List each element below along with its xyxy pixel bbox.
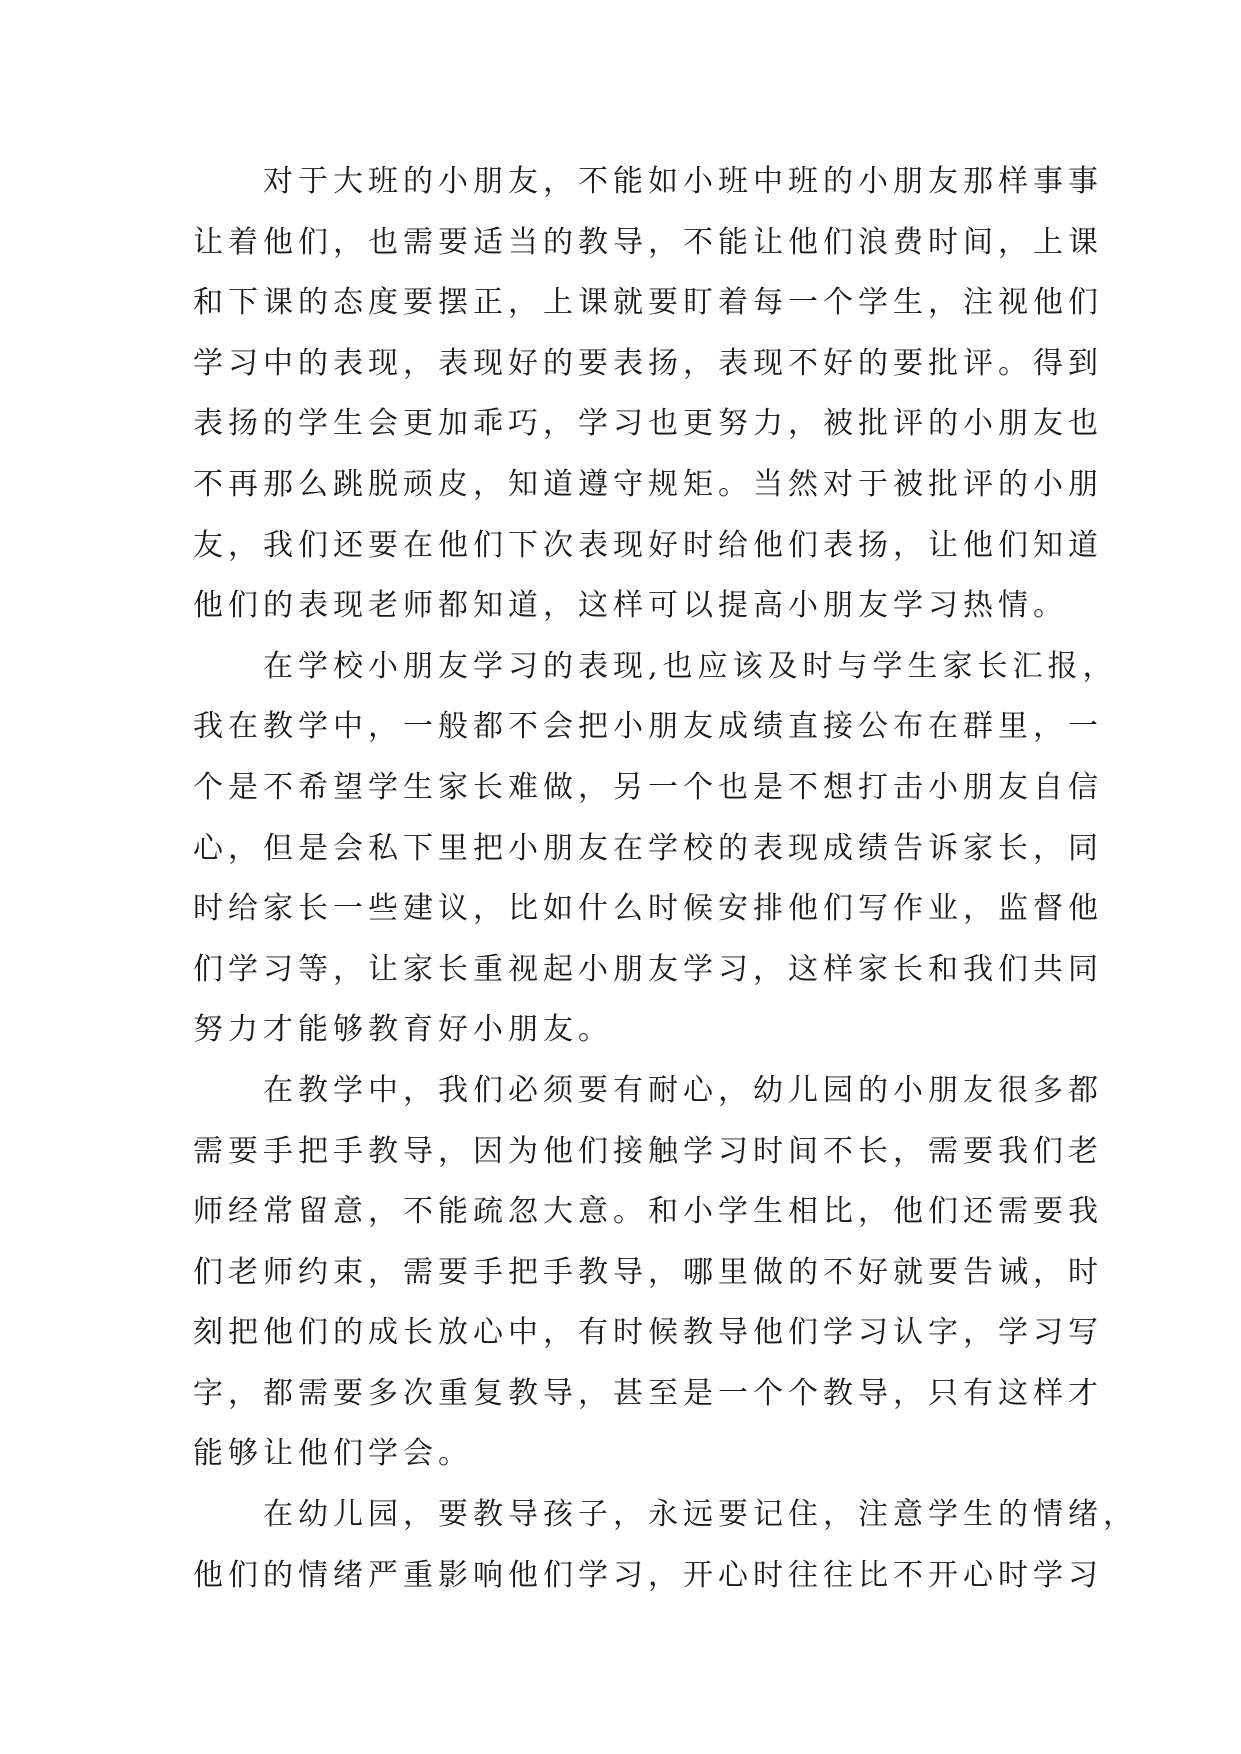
text-line: 努力才能够教育好小朋友。: [193, 1012, 613, 1048]
text-line: 他们的表现老师都知道，这样可以提高小朋友学习热情。: [193, 588, 1068, 624]
paragraph-4: [193, 1485, 1138, 1606]
text-line: 对于大班的小朋友，不能如小班中班的小朋友那样事事: [193, 164, 1103, 199]
text-line: 我在教学中，一般都不会把小朋友成绩直接公布在群里，一: [193, 709, 1103, 745]
text-line: 在幼儿园，要教导孩子，永远要记住，注意学生的情绪，: [193, 1497, 1138, 1533]
text-line: 字，都需要多次重复教导，甚至是一个个教导，只有这样才: [193, 1375, 1103, 1411]
text-line: 时给家长一些建议，比如什么时候安排他们写作业，监督他: [193, 891, 1103, 927]
document-body: [193, 152, 1138, 1606]
text-line: 不再那么跳脱顽皮，知道遵守规矩。当然对于被批评的小朋: [193, 466, 1103, 502]
text-line: 学习中的表现，表现好的要表扬，表现不好的要批评。得到: [193, 345, 1103, 381]
text-line: 心，但是会私下里把小朋友在学校的表现成绩告诉家长，同: [193, 830, 1103, 866]
text-line: 他们的情绪严重影响他们学习，开心时往往比不开心时学习: [193, 1557, 1103, 1593]
paragraph-2: [193, 637, 1118, 1061]
text-line: 在教学中，我们必须要有耐心，幼儿园的小朋友很多都: [193, 1072, 1103, 1108]
text-line: 友，我们还要在他们下次表现好时给他们表扬，让他们知道: [193, 527, 1103, 563]
text-line: 需要手把手教导，因为他们接触学习时间不长，需要我们老: [193, 1133, 1103, 1169]
paragraph-3: [193, 1061, 1103, 1485]
text-line: 刻把他们的成长放心中，有时候教导他们学习认字，学习写: [193, 1315, 1103, 1351]
paragraph-1: [193, 152, 1103, 637]
text-line: 让着他们，也需要适当的教导，不能让他们浪费时间，上课: [193, 224, 1103, 260]
text-line: 们学习等，让家长重视起小朋友学习，这样家长和我们共同: [193, 951, 1103, 987]
text-line: 师经常留意，不能疏忽大意。和小学生相比，他们还需要我: [193, 1194, 1103, 1230]
text-line: 在学校小朋友学习的表现,也应该及时与学生家长汇报，: [193, 648, 1118, 684]
text-line: 和下课的态度要摆正，上课就要盯着每一个学生，注视他们: [193, 285, 1103, 321]
text-line: 能够让他们学会。: [193, 1436, 473, 1472]
text-line: 个是不希望学生家长难做，另一个也是不想打击小朋友自信: [193, 769, 1103, 805]
text-line: 们老师约束，需要手把手教导，哪里做的不好就要告诫，时: [193, 1254, 1103, 1290]
text-line: 表扬的学生会更加乖巧，学习也更努力，被批评的小朋友也: [193, 406, 1103, 442]
